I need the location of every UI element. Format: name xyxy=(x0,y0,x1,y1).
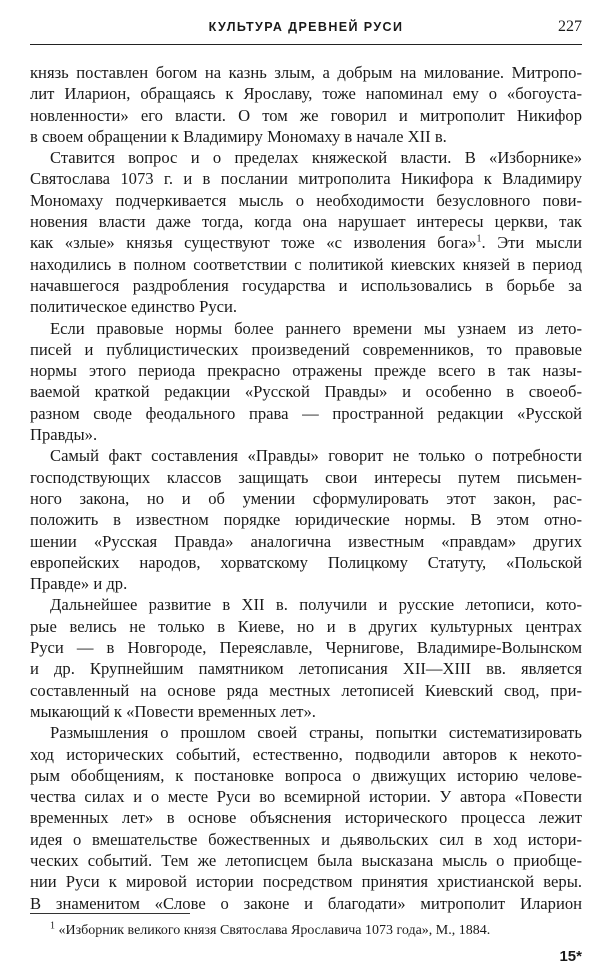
text-line: Ставится вопрос и о пределах княжеской власти. В «Изборнике» xyxy=(50,148,582,168)
text-line: Правды». xyxy=(30,425,98,445)
text-line: Правде» и др. xyxy=(30,574,128,594)
paragraph-5 xyxy=(30,594,582,722)
text-segment: . Эти мысли xyxy=(481,233,582,253)
text-line: мыкающий к «Повести временных лет». xyxy=(30,701,316,721)
page-number: 227 xyxy=(558,18,582,35)
text-line: временных лет» в основе объяснения исторического процесса лежит xyxy=(30,808,582,828)
text-line: господствующих классов защищать свои интересы путем письмен- xyxy=(30,467,582,487)
text-line: нии Руси к мировой истории посредством принятия христианской веры. xyxy=(30,872,582,892)
text-line: рым обобщениям, к постановке вопроса о движущих историю челове- xyxy=(30,765,582,785)
text-line: ного закона, но и об умении сформулировать этот закон, рас- xyxy=(30,488,582,508)
text-line: Руси — в Новгороде, Переяславле, Чернигове, Владимире-Волынском xyxy=(30,638,582,658)
main-text xyxy=(30,62,582,914)
paragraph-6 xyxy=(30,722,582,914)
text-line: положить в известном порядке юридические нормы. В этом отно- xyxy=(30,510,582,530)
text-line: князь поставлен богом на казнь злым, а добрым на милование. Митропо- xyxy=(30,63,582,82)
running-title: КУЛЬТУРА ДРЕВНЕЙ РУСИ xyxy=(208,20,404,34)
footnote-marker: 1 xyxy=(50,920,55,932)
text-line: Размышления о прошлом своей страны, попытки систематизировать xyxy=(50,723,582,743)
text-line: и др. Крупнейшим памятником летописания XII—XIII вв. является xyxy=(30,659,582,679)
text-line: шении «Русская Правда» аналогична известным «правдам» других xyxy=(30,531,582,551)
text-line: писей и публицистических произведений современников, то правовые xyxy=(30,339,582,359)
text-line: ваемой краткой редакции «Русской Правды» и особенно в своеоб- xyxy=(30,382,582,402)
paragraph-3 xyxy=(30,318,582,446)
text-line: лит Иларион, обращаясь к Ярославу, тоже напоминал ему о «богоуста- xyxy=(30,84,582,104)
text-line: составленный на основе ряда местных летописей Киевский свод, при- xyxy=(30,680,582,700)
footnote xyxy=(50,922,582,940)
text-line: чества силах и о месте Руси во всемирной истории. У автора «Повести xyxy=(30,787,582,807)
text-line: Мономаху подчеркивается мысль о необходимости безусловного пови- xyxy=(30,190,582,210)
text-line: Если правовые нормы более раннего времени мы узнаем из лето- xyxy=(50,318,582,338)
text-line: новения власти даже тогда, когда она нарушает интересы церкви, так xyxy=(30,212,582,232)
text-line: находились в полном соответствии с политикой киевских князей в период xyxy=(30,254,582,274)
text-line: нормы этого периода прекрасно отражены прежде всего в так назы- xyxy=(30,361,582,381)
footnote-text: «Изборник великого князя Святослава Ярославича 1073 года», М., 1884. xyxy=(58,923,491,938)
text-line: Дальнейшее развитие в XII в. получили и русские летописи, кото- xyxy=(50,595,582,615)
text-line: В знаменитом «Слове о законе и благодати» митрополит Иларион xyxy=(30,893,582,913)
paragraph-2 xyxy=(30,147,582,317)
printer-signature-mark: 15* xyxy=(559,948,582,965)
text-line: ход исторических событий, естественно, подводили авторов к некото- xyxy=(30,744,582,764)
text-line-with-footnote-ref xyxy=(30,232,582,253)
text-line: рые велись не только в Киеве, но и в других культурных центрах xyxy=(30,616,582,636)
text-line: европейских народов, хорватскому Полицкому Статуту, «Польской xyxy=(30,552,582,572)
text-segment: как «злые» князья существуют тоже «с изволения бога» xyxy=(30,233,477,253)
paragraph-1 xyxy=(30,62,582,147)
text-line: начавшегося раздробления государства и использовались в борьбе за xyxy=(30,275,582,295)
paragraph-4 xyxy=(30,445,582,594)
footnote-divider xyxy=(30,913,190,914)
text-line: политическое единство Руси. xyxy=(30,297,238,317)
text-line: идея о вмешательстве божественных и дьявольских сил в ход истори- xyxy=(30,829,582,849)
text-line: Святослава 1073 г. и в послании митрополита Никифора к Владимиру xyxy=(30,169,582,189)
text-line: разном своде феодального права — пространной редакции «Русской xyxy=(30,403,582,423)
running-header xyxy=(30,14,582,45)
text-line: новленности» его власти. О том же говорил и митрополит Никифор xyxy=(30,105,582,125)
text-line: Самый факт составления «Правды» говорит не только о потребности xyxy=(50,446,582,466)
footnote-reference[interactable]: 1 xyxy=(476,233,482,245)
text-line: ческих событий. Тем же летописцем была высказана мысль о приобще- xyxy=(30,850,582,870)
text-line: в своем обращении к Владимиру Мономаху в начале XII в. xyxy=(30,126,447,146)
